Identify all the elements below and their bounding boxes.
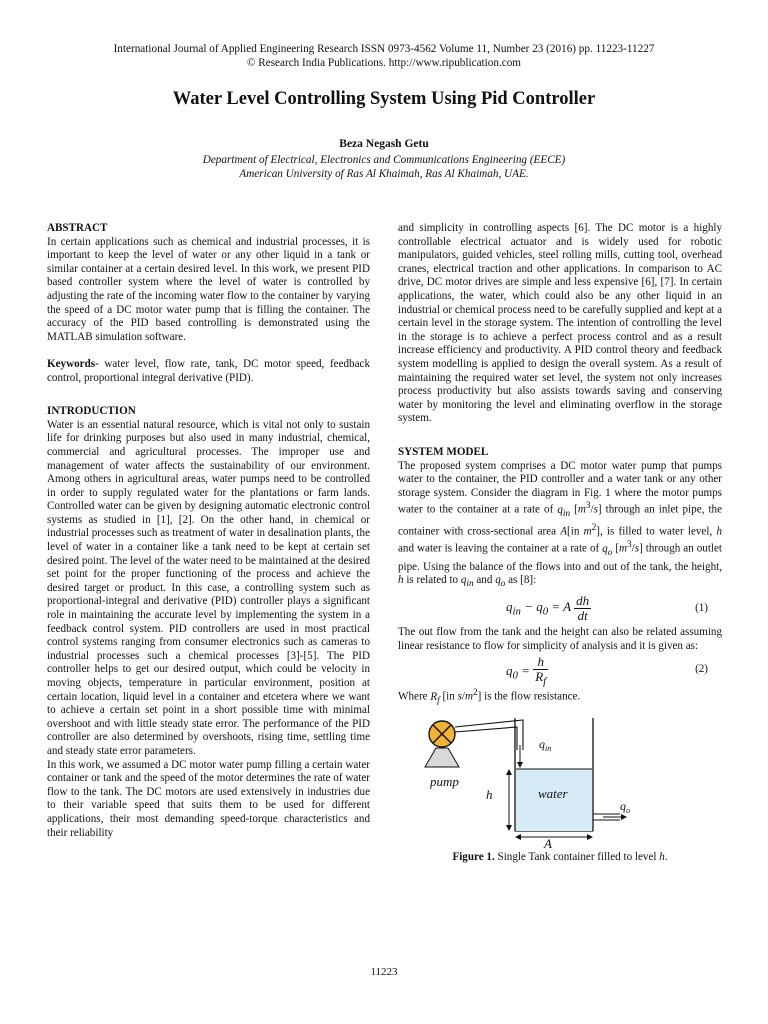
area-label: A (544, 835, 552, 851)
keywords-text: water level, flow rate, tank, DC motor speed, feedback control, proportional integral derivative (PID). (47, 357, 370, 384)
author-affiliation (0, 153, 768, 181)
affiliation-department: Department of Electrical, Electronics and Communications Engineering (EECE) (202, 154, 566, 166)
height-label: h (486, 786, 493, 802)
abstract-text: In certain applications such as chemical and industrial processes, it is important to keep the level of water or any other liquid in a tank or similar container at a certain desired level. In this work, we present PID based controller system where the level of water is controlled by adjusting the rate of the incoming water flow to the container by varying the speed of a DC motor water pump that is filling the container. The accuracy of the PID based controlling is demonstrated using the MATLAB simulation software. (47, 235, 370, 343)
journal-citation-line: International Journal of Applied Engineering Research ISSN 0973-4562 Volume 11, Number 23 (2016) pp. 11223-11227 (113, 43, 655, 55)
right-column (398, 222, 722, 864)
figure-caption-label: Figure 1. (452, 850, 495, 863)
system-model-heading: SYSTEM MODEL (398, 445, 489, 458)
author-name: Beza Negash Getu (339, 138, 429, 150)
system-model-paragraph-2: The out flow from the tank and the height can also be related assuming linear resistance to flow for simplicity of analysis and it is given as: (398, 625, 722, 652)
equation-1-number: (1) (695, 601, 708, 614)
qo-label: $q_o$ (620, 798, 630, 815)
system-model-paragraph-1: The proposed system comprises a DC motor water pump that pumps water to the container, the PID controller and a water tank or any other storage system. Consider the diagram in Fig. 1 where the motor pumps water to the container at a rate of $q_{in}$ $[m^3/s]$ through an inlet pipe, the container with cross-sectional area A[in $m^2$], is filled to water level, h and water is leaving the container at a rate of $q_o$ $[m^3/s]$ through an outlet pipe. Using the balance of the flows into and out of the tank, the height, h is related to $q_{in}$ and $q_o$ as [8]: (398, 459, 722, 590)
qin-label: $q_{in}$ (539, 736, 552, 753)
left-column (47, 222, 370, 840)
paper-title: Water Level Controlling System Using Pid Controller (172, 89, 596, 109)
affiliation-university: American University of Ras Al Khaimah, Ras Al Khaimah, UAE. (239, 168, 529, 180)
introduction-paragraph-3: and simplicity in controlling aspects [6]. The DC motor is a highly controllable electrical actuator and is widely used for robotic manipulators, guided vehicles, steel rolling mills, cutting tool, overhead cranes, electrical traction and other applications. In comparison to AC drive, DC motor drives are simple and less expensive [6], [7]. In certain applications, the water, which could also be any other liquid in an industrial or chemical process need to be carefully supplied and kept at a certain level in the storage system. The intention of controlling the level in the storage is to achieve a perfect process control and as a result increase efficiency and productivity. A PID control theory and feedback system modelling is applied to design the overall system. As a result of maintaining the required water set level, the system not only increases process productivity but also assists towards saving and conserving water by monitoring the level and eliminating overflow in the storage system. (398, 222, 722, 425)
equation-2-number: (2) (695, 663, 708, 676)
equation-1-expression: $q_{in} - q_0 = A$ $\frac{dh}{dt}$ (506, 592, 590, 623)
page-number: 11223 (370, 966, 398, 978)
pump-label: pump (430, 773, 459, 789)
journal-header (0, 42, 768, 70)
keywords-label: Keywords- (47, 357, 99, 370)
introduction-paragraph-1: Water is an essential natural resource, which is vital not only to sustain life for drinking purposes but also used in many industrial, chemical, commercial and agricultural processes. The improper use and management of water affects the sustainability of our environment. Among others in agricultural areas, water pumps need to be controlled in order to supply regulated water for the plantations or farm lands. Controlled water can be given by designing automatic electronic control systems as studied in [1], [2]. On the other hand, in chemical or industrial processes such as treatment of water in desalination plants, the level of water in a container like a tank need to be kept at certain set desired point. The level of the water need to be maintained at the desired set point for the proper functioning of the process and achieve the desired target or product. In this case, a controlling system such as proportional-integral and derivative (PID) controller plays a significant role in maintaining the accurate level by implementing the system in a feedback control system. PID controllers are used in most practical control systems ranging from consumer electronics such as cameras to industrial processes such a chemical processes [3]-[5]. The PID controller helps to get our desired output, which could be velocity in moving objects, temperature in particular environment, position at certain location, liquid level in a container and etcetera where we want to achieve a certain set point in a short possible time with minimal overshoot and with little steady state error. The performance of the PID controller are also determined by overshoots, rising time, settling time and steady state error parameters. (47, 418, 370, 757)
figure-1-caption: Figure 1. Single Tank container filled to level h. (452, 850, 668, 863)
introduction-paragraph-2: In this work, we assumed a DC motor water pump filling a certain water container or tank and the speed of the motor determines the rate of water flow to the tank. The DC motors are used extensively in industries due to their variable speed that suits them to be used for different applications, their most demanding speed-torque characteristics and their reliability (47, 758, 370, 839)
equation-1 (398, 592, 722, 626)
figure-1 (398, 715, 722, 851)
tank-diagram (398, 715, 722, 851)
equation-2-expression: $q_0$ = $\frac{h}{R_f}$ (506, 654, 547, 688)
inlet-pipe (455, 720, 523, 750)
introduction-heading: INTRODUCTION (47, 405, 136, 418)
keywords (47, 358, 370, 385)
water-label: water (538, 785, 568, 801)
equation-2 (398, 653, 722, 687)
figure-caption-text: Single Tank container filled to level (494, 850, 660, 863)
publisher-line: © Research India Publications. http://www.ripublication.com (246, 57, 522, 69)
abstract-heading: ABSTRACT (47, 222, 108, 234)
pump-base-icon (425, 748, 459, 767)
system-model-paragraph-3: Where $R_f$ [in $s/m^2$] is the flow resistance. (398, 688, 581, 707)
